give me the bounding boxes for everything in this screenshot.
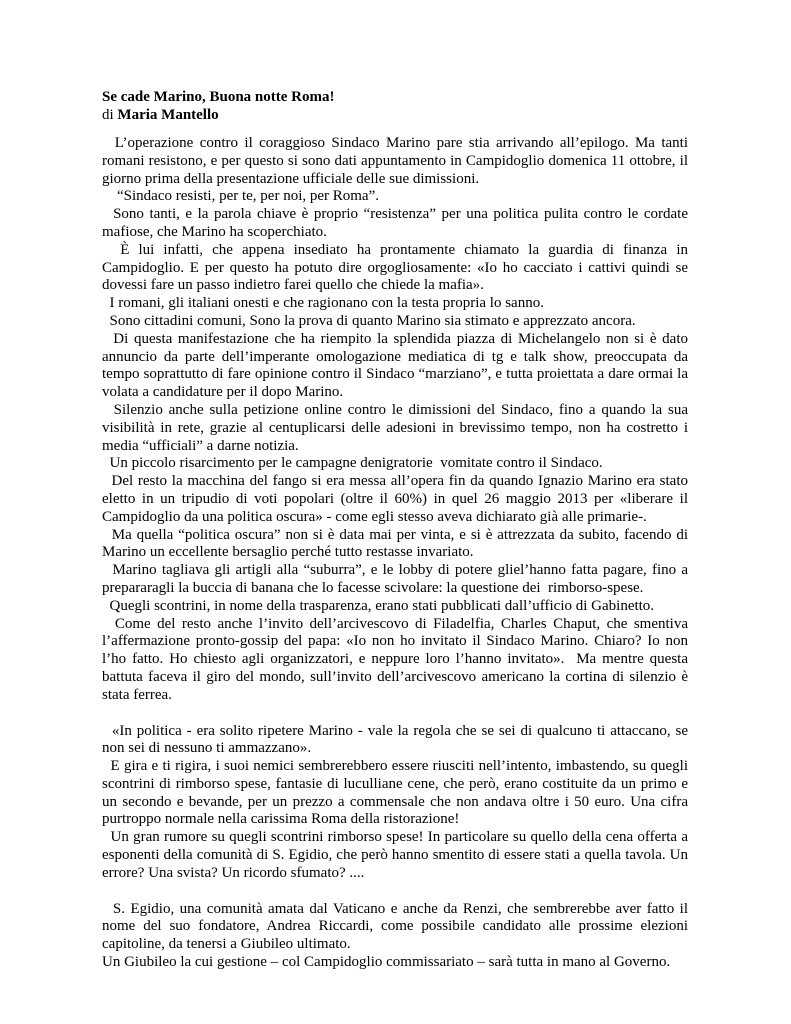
paragraph-gap <box>102 705 688 723</box>
paragraph: Sono tanti, e la parola chiave è proprio “resistenza” per una politica pulita contro le cordate mafiose, che Marino ha scoperchiato. <box>102 206 692 240</box>
paragraph: L’operazione contro il coraggioso Sindaco Marino pare stia arrivando all’epilogo. Ma tanti romani resistono, e per questo si sono dati appuntamento in Campidoglio domenica 11 ottobre, il giorno prima della presentazione ufficiale delle sue dimissioni. <box>102 135 692 187</box>
paragraph: Silenzio anche sulla petizione online contro le dimissioni del Sindaco, fino a quando la sua visibilità in rete, grazie al centuplicarsi delle adesioni in brevissimo tempo, non ha costretto i media “ufficiali” a darne notizia. <box>102 401 692 454</box>
paragraph: Un piccolo risarcimento per le campagne denigratorie vomitate contro il Sindaco. <box>102 455 603 472</box>
paragraph: Un Giubileo la cui gestione – col Campidoglio commissariato – sarà tutta in mano al Governo. <box>102 954 671 971</box>
paragraph: Sono cittadini comuni, Sono la prova di quanto Marino sia stimato e apprezzato ancora. <box>102 312 636 329</box>
paragraph: «In politica - era solito ripetere Marino - vale la regola che se sei di qualcuno ti attaccano, se non sei di nessuno ti ammazzano». <box>102 722 692 757</box>
article-title: Se cade Marino, Buona notte Roma! <box>102 89 335 105</box>
paragraph: Ma quella “politica oscura” non si è data mai per vinta, e si è attrezzata da subito, facendo di Marino un eccellente bersaglio perché tutto restasse invariato. <box>102 526 692 561</box>
byline <box>102 106 702 124</box>
article-body <box>102 135 692 972</box>
paragraph: “Sindaco resisti, per te, per noi, per Roma”. <box>102 188 380 205</box>
paragraph: Come del resto anche l’invito dell’arcivescovo di Filadelfia, Charles Chaput, che smentiva l’affermazione pronto-gossip del papa: «Io non ho invitato il Sindaco Marino. Chiaro? Io non l’ho fatto. Ho chiesto agli organizzatori, e neppure loro l’hanno invitato». Ma mentre questa battuta faceva il giro del mondo, sull’invito dell’arcivescovo americano la cortina di silenzio è stata ferrea. <box>102 615 692 703</box>
paragraph-gap <box>102 883 688 901</box>
paragraph: S. Egidio, una comunità amata dal Vaticano e anche da Renzi, che sembrerebbe aver fatto il nome del suo fondatore, Andrea Riccardi, come possibile candidato alle prossime elezioni capitoline, da tenersi a Giubileo ultimato. <box>102 900 692 953</box>
paragraph: E gira e ti rigira, i suoi nemici sembrerebbero essere riusciti nell’intento, imbastendo, su quegli scontrini di rimborso spese, fantasie di luculliane cene, che però, erano costituite da un primo e un secondo e bevande, per un prezzo a commensale che non andava oltre i 50 euro. Una cifra purtroppo normale nella carissima Roma della ristorazione! <box>102 758 692 828</box>
paragraph: Di questa manifestazione che ha riempito la splendida piazza di Michelangelo non si è dato annuncio da parte dell’imperante omologazione mediatica di tg e talk show, preoccupata da tempo soprattutto di fare opinione contro il Sindaco “marziano”, e tutta proiettata a dare ormai la volata a candidature per il dopo Marino. <box>102 330 692 401</box>
article-header <box>102 88 702 124</box>
paragraph: I romani, gli italiani onesti e che ragionano con la testa propria lo sanno. <box>102 295 544 312</box>
paragraph: Un gran rumore su quegli scontrini rimborso spese! In particolare su quello della cena offerta a esponenti della comunità di S. Egidio, che però hanno smentito di essere stati a quella tavola. Un errore? Una svista? Un ricordo sfumato? .... <box>102 829 692 881</box>
paragraph: Quegli scontrini, in nome della trasparenza, erano stati pubblicati dall’ufficio di Gabinetto. <box>102 597 655 614</box>
author-name: Maria Mantello <box>117 107 219 123</box>
byline-prefix: di <box>102 107 114 123</box>
paragraph: Marino tagliava gli artigli alla “suburra”, e le lobby di potere gliel’hanno fatta pagare, fino a prepararagli la buccia di banana che lo facesse scivolare: la questione dei rimborso-spese. <box>102 562 692 596</box>
paragraph: Del resto la macchina del fango si era messa all’opera fin da quando Ignazio Marino era stato eletto in un tripudio di voti popolari (oltre il 60%) in quel 26 maggio 2013 per «liberare il Campidoglio da una politica oscura» - come egli stesso aveva dichiarato già alle primarie-. <box>102 473 692 525</box>
paragraph: È lui infatti, che appena insediato ha prontamente chiamato la guardia di finanza in Campidoglio. E per questo ha potuto dire orgogliosamente: «Io ho cacciato i cattivi quindi se dovessi fare un passo indietro farei quello che chiede la mafia». <box>102 241 692 294</box>
